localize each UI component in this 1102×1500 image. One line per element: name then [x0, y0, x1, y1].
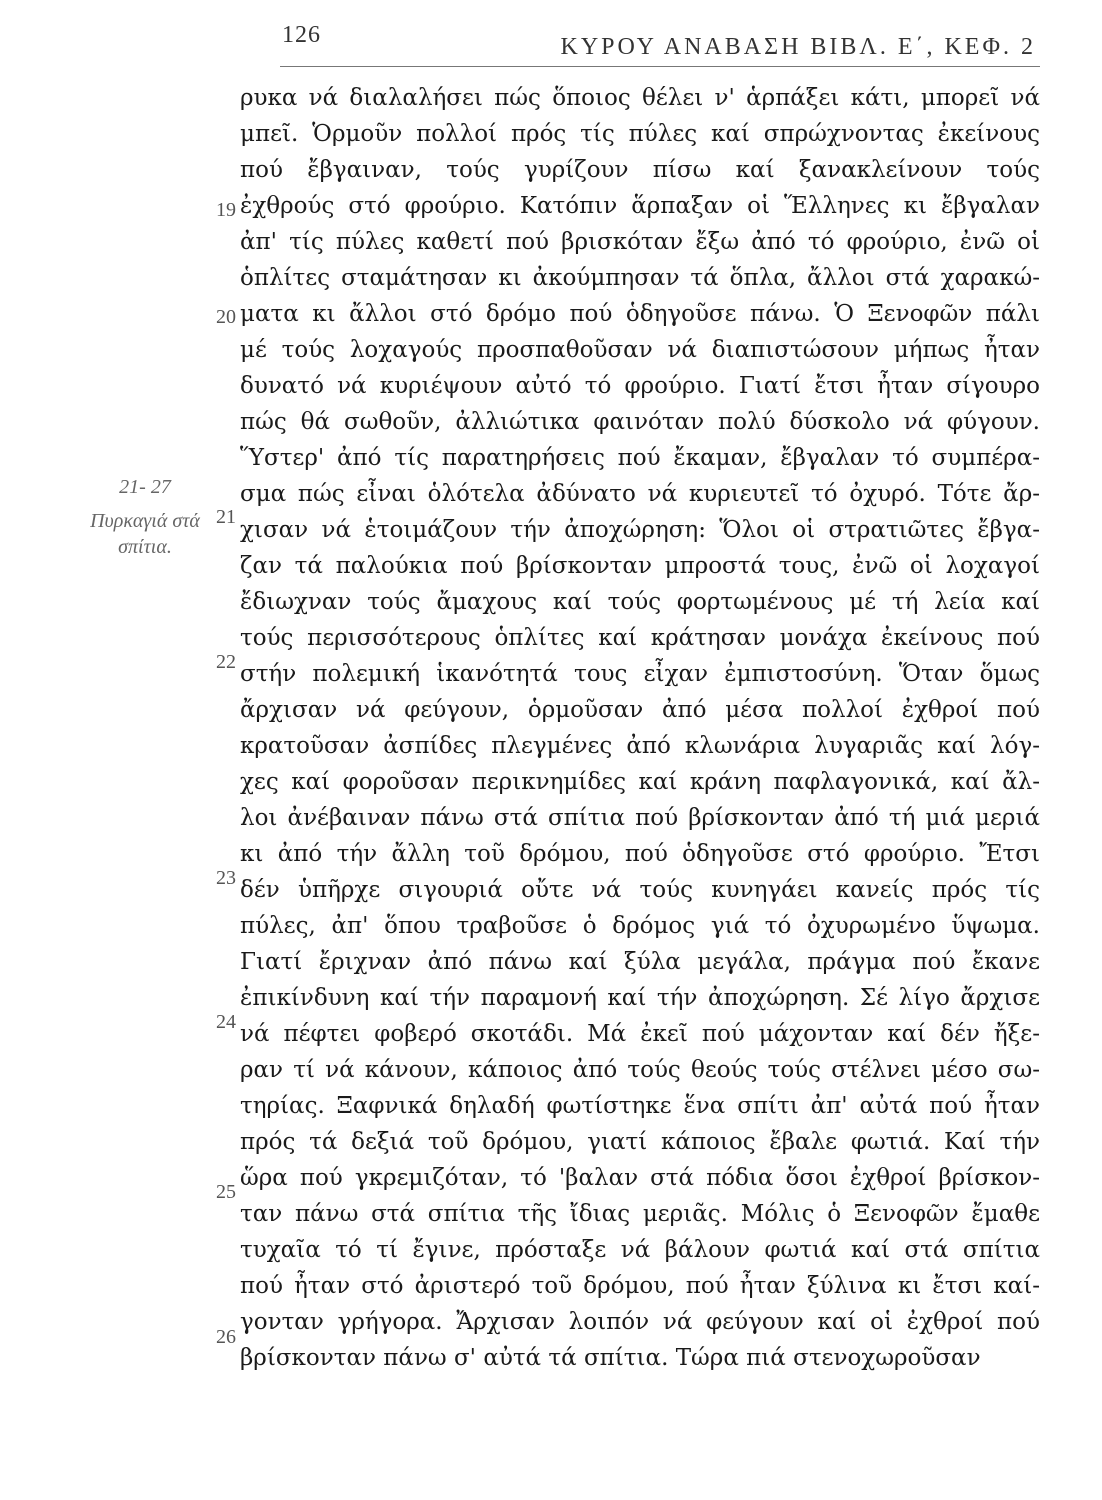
text-line: πώς θά σωθοῦν, ἀλλιώτικα φαινόταν πολύ δύσκολο νά φύγουν. — [240, 409, 1040, 435]
text-line: ζαν τά παλούκια πού βρίσκονταν μπροστά τους, ἐνῶ οἱ λοχαγοί — [240, 553, 1040, 579]
verse-number: 21 — [216, 506, 236, 528]
verse-number: 25 — [216, 1181, 236, 1203]
text-line: πού ἔβγαιναν, τούς γυρίζουν πίσω καί ξανακλείνουν τούς — [240, 157, 1040, 183]
text-line: γονταν γρήγορα. Ἄρχισαν λοιπόν νά φεύγουν καί οἱ ἐχθροί πού — [240, 1309, 1040, 1335]
verse-number: 23 — [216, 867, 236, 889]
text-line: δυνατό νά κυριέψουν αὐτό τό φρούριο. Γιατί ἔτσι ἦταν σίγουρο — [240, 373, 1040, 399]
verse-number: 26 — [216, 1326, 236, 1348]
text-line: ταν πάνω στά σπίτια τῆς ἴδιας μεριᾶς. Μόλις ὁ Ξενοφῶν ἔμαθε — [240, 1201, 1040, 1227]
page-number: 126 — [282, 22, 321, 48]
side-note-title: Πυρκαγιά στά σπίτια. — [90, 510, 200, 558]
text-line: χισαν νά ἑτοιμάζουν τήν ἀποχώρηση: Ὅλοι οἱ στρατιῶτες ἔβγα- — [240, 517, 1040, 543]
text-line: μπεῖ. Ὁρμοῦν πολλοί πρός τίς πύλες καί σπρώχνοντας ἐκείνους — [240, 121, 1040, 147]
text-line: ὥρα πού γκρεμιζόταν, τό 'βαλαν στά πόδια ὅσοι ἐχθροί βρίσκον- — [240, 1165, 1040, 1191]
text-line: τυχαῖα τό τί ἔγινε, πρόσταξε νά βάλουν φωτιά καί στά σπίτια — [240, 1237, 1040, 1263]
text-line: νά πέφτει φοβερό σκοτάδι. Μά ἐκεῖ πού μάχονταν καί δέν ἤξε- — [240, 1021, 1040, 1047]
text-line: στήν πολεμική ἱκανότητά τους εἶχαν ἐμπιστοσύνη. Ὅταν ὅμως — [240, 661, 1040, 687]
text-line: βρίσκονταν πάνω σ' αὐτά τά σπίτια. Τώρα πιά στενοχωροῦσαν — [240, 1345, 981, 1371]
text-line: ἀπ' τίς πύλες καθετί πού βρισκόταν ἔξω ἀπό τό φρούριο, ἐνῶ οἱ — [240, 229, 1040, 255]
verse-number: 22 — [216, 651, 236, 673]
text-line: Ὕστερ' ἀπό τίς παρατηρήσεις πού ἔκαμαν, ἔβγαλαν τό συμπέρα- — [240, 445, 1040, 471]
text-line: ἐχθρούς στό φρούριο. Κατόπιν ἅρπαξαν οἱ Ἕλληνες κι ἔβγαλαν — [240, 193, 1040, 219]
text-line: πρός τά δεξιά τοῦ δρόμου, γιατί κάποιος ἔβαλε φωτιά. Καί τήν — [240, 1129, 1040, 1155]
verse-number: 19 — [216, 199, 236, 221]
text-line: ἔδιωχναν τούς ἄμαχους καί τούς φορτωμένους μέ τή λεία καί — [240, 589, 1040, 615]
verse-number: 20 — [216, 306, 236, 328]
text-line: πού ἦταν στό ἀριστερό τοῦ δρόμου, πού ἦταν ξύλινα κι ἔτσι καί- — [240, 1273, 1040, 1299]
text-line: κι ἀπό τήν ἄλλη τοῦ δρόμου, πού ὁδηγοῦσε στό φρούριο. Ἔτσι — [240, 841, 1040, 867]
text-line: ματα κι ἄλλοι στό δρόμο πού ὁδηγοῦσε πάνω. Ὁ Ξενοφῶν πάλι — [240, 301, 1040, 327]
text-line: τηρίας. Ξαφνικά δηλαδή φωτίστηκε ἕνα σπίτι ἀπ' αὐτά πού ἦταν — [240, 1093, 1040, 1119]
verse-number: 24 — [216, 1011, 236, 1033]
side-note-range: 21- 27 — [119, 476, 171, 498]
text-line: ἐπικίνδυνη καί τήν παραμονή καί τήν ἀποχώρηση. Σέ λίγο ἄρχισε — [240, 985, 1040, 1011]
text-line: ὁπλίτες σταμάτησαν κι ἀκούμπησαν τά ὅπλα, ἄλλοι στά χαρακώ- — [240, 265, 1040, 291]
text-line: πύλες, ἀπ' ὅπου τραβοῦσε ὁ δρόμος γιά τό ὀχυρωμένο ὕψωμα. — [240, 913, 1040, 939]
text-line: δέν ὑπῆρχε σιγουριά οὔτε νά τούς κυνηγάει κανείς πρός τίς — [240, 877, 1040, 903]
running-head: ΚΥΡΟΥ ΑΝΑΒΑΣΗ ΒΙΒΛ. Ε΄, ΚΕΦ. 2 — [560, 34, 1036, 60]
text-line: σμα πώς εἶναι ὁλότελα ἀδύνατο νά κυριευτεῖ τό ὀχυρό. Τότε ἄρ- — [240, 481, 1040, 507]
text-line: κρατοῦσαν ἀσπίδες πλεγμένες ἀπό κλωνάρια λυγαριᾶς καί λόγ- — [240, 733, 1040, 759]
text-line: μέ τούς λοχαγούς προσπαθοῦσαν νά διαπιστώσουν μήπως ἦταν — [240, 337, 1040, 363]
text-line: λοι ἀνέβαιναν πάνω στά σπίτια πού βρίσκονταν ἀπό τή μιά μεριά — [240, 805, 1040, 831]
page-header — [280, 22, 1040, 67]
text-line: ἄρχισαν νά φεύγουν, ὁρμοῦσαν ἀπό μέσα πολλοί ἐχθροί πού — [240, 697, 1040, 723]
text-line: χες καί φοροῦσαν περικνημίδες καί κράνη παφλαγονικά, καί ἄλ- — [240, 769, 1040, 795]
text-line: ραν τί νά κάνουν, κάποιος ἀπό τούς θεούς τούς στέλνει μέσο σω- — [240, 1057, 1040, 1083]
text-line: Γιατί ἔριχναν ἀπό πάνω καί ξύλα μεγάλα, πράγμα πού ἔκανε — [240, 949, 1040, 975]
text-line: ρυκα νά διαλαλήσει πώς ὅποιος θέλει ν' ἁρπάξει κάτι, μπορεῖ νά — [240, 85, 1040, 111]
text-line: τούς περισσότερους ὁπλίτες καί κράτησαν μονάχα ἐκείνους πού — [240, 625, 1040, 651]
